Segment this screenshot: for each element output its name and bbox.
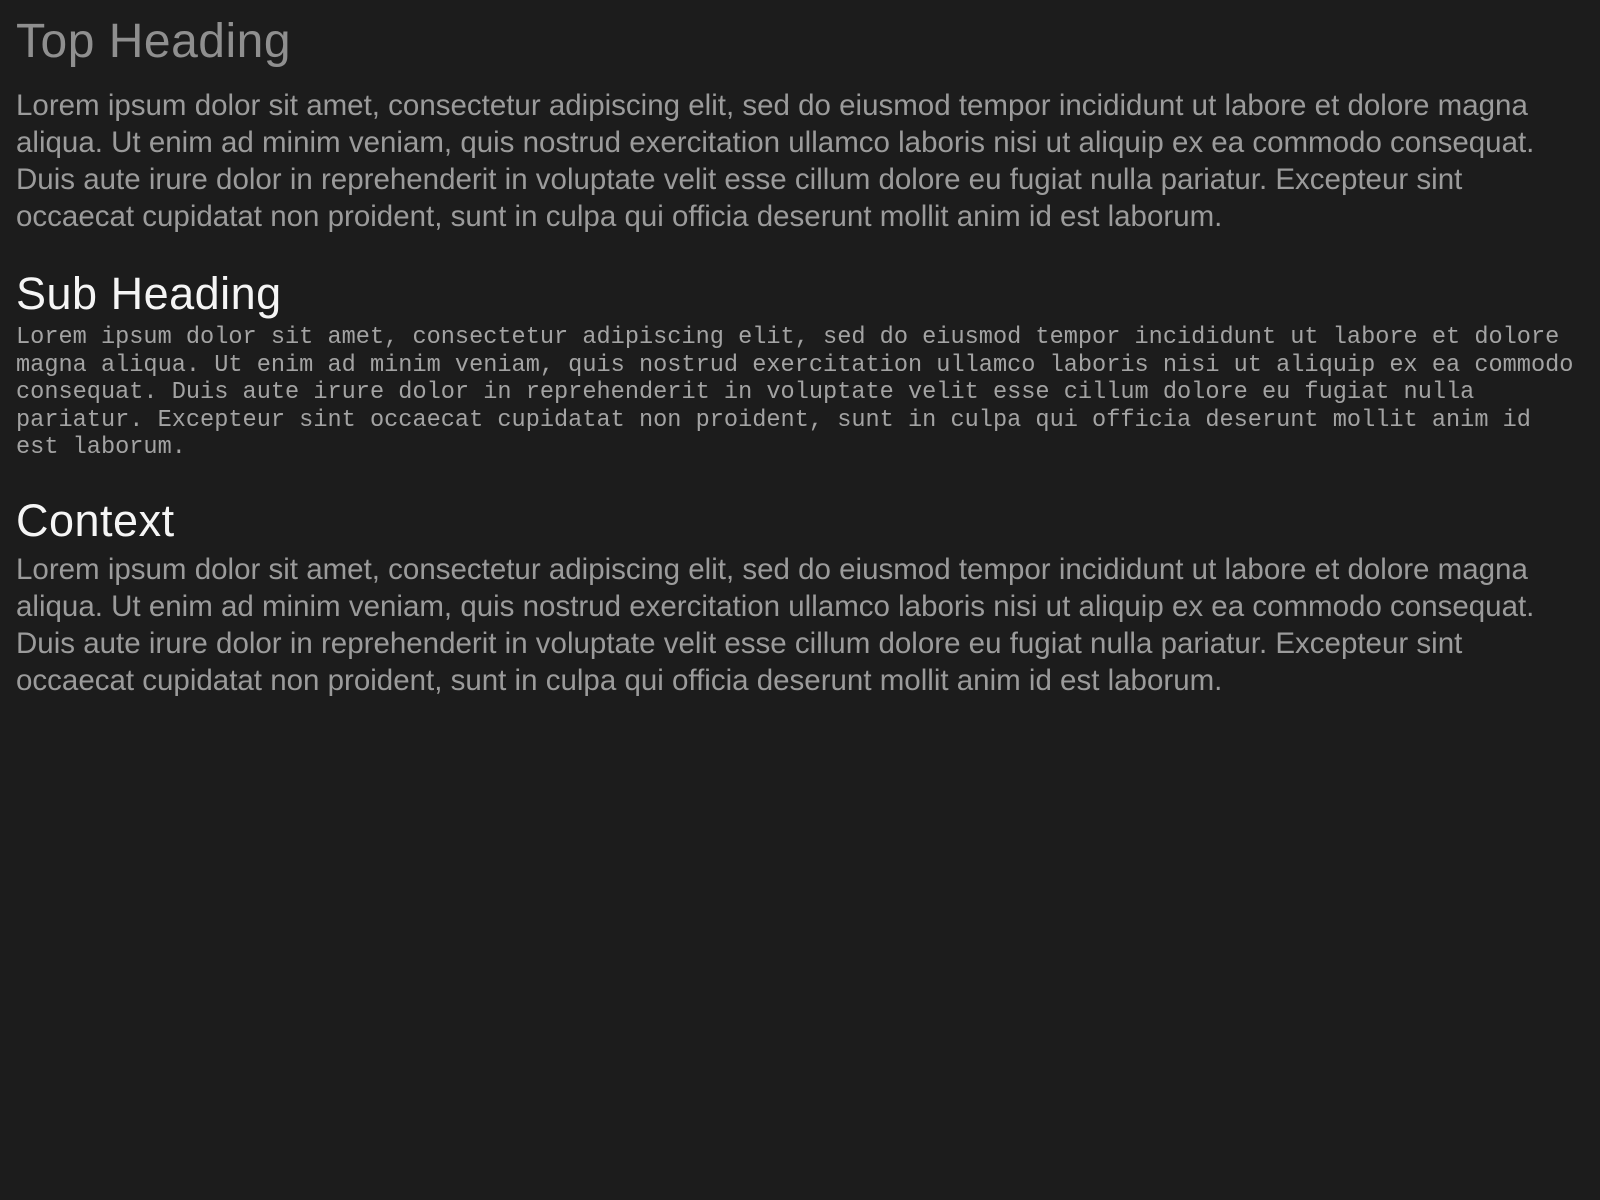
top-heading-paragraph: Lorem ipsum dolor sit amet, consectetur adipiscing elit, sed do eiusmod tempor incididunt ut labore et dolore magna aliqua. Ut enim ad minim veniam, quis nostrud exercitation ullamco laboris nisi ut aliquip ex ea commodo consequat. Duis aute irure dolor in reprehenderit in voluptate velit esse cillum dolore eu fugiat nulla pariatur. Excepteur sint occaecat cupidatat non proident, sunt in culpa qui officia deserunt mollit anim id est laborum. [16, 88, 1535, 233]
document-content [16, 16, 1584, 699]
top-heading: Top Heading [16, 15, 292, 68]
sub-heading: Sub Heading [16, 267, 282, 319]
context-heading: Context [16, 494, 175, 546]
context-paragraph: Lorem ipsum dolor sit amet, consectetur adipiscing elit, sed do eiusmod tempor incididunt ut labore et dolore magna aliqua. Ut enim ad minim veniam, quis nostrud exercitation ullamco laboris nisi ut aliquip ex ea commodo consequat. Duis aute irure dolor in reprehenderit in voluptate velit esse cillum dolore eu fugiat nulla pariatur. Excepteur sint occaecat cupidatat non proident, sunt in culpa qui officia deserunt mollit anim id est laborum. [16, 553, 1535, 698]
sub-heading-monospace-paragraph: Lorem ipsum dolor sit amet, consectetur adipiscing elit, sed do eiusmod tempor incididunt ut labore et dolore magna aliqua. Ut enim ad minim veniam, quis nostrud exercitation ullamco laboris nisi ut aliquip ex ea commodo consequat. Duis aute irure dolor in reprehenderit in voluptate velit esse cillum dolore eu fugiat nulla pariatur. Excepteur sint occaecat cupidatat non proident, sunt in culpa qui officia deserunt mollit anim id est laborum. [16, 324, 1574, 462]
